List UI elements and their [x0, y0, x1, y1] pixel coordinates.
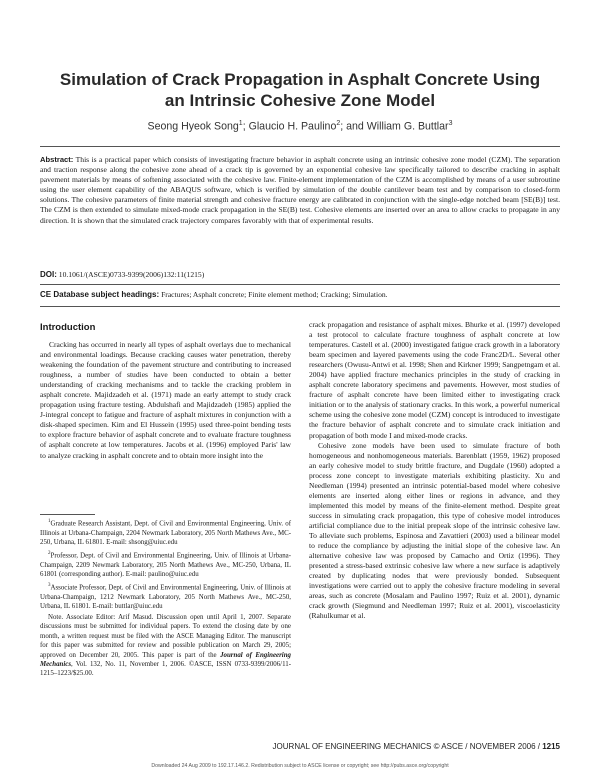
footnote-1: [40, 517, 291, 548]
paper-title: [30, 69, 570, 111]
doi-rule: [40, 284, 560, 285]
author-1: Seong Hyeok Song: [147, 120, 239, 133]
footnote-1-marker: 1: [48, 519, 51, 524]
ce-headings-value: Fractures; Asphalt concrete; Finite element method; Cracking; Simulation.: [161, 290, 388, 299]
editor-note-text: Note. Associate Editor: Arif Masud. Discussion open until April 1, 2007. Separate discussions must be submitted for individual papers. To extend the closing date by one month, a written request must be filed with the ASCE Managing Editor. The manuscript for this paper was submitted for review and possible publication on March 29, 2005; approved on December 20, 2005. This paper is part of the: [40, 614, 291, 659]
footnote-3-marker: 3: [48, 583, 51, 589]
abstract-label: Abstract:: [40, 155, 74, 164]
footnote-2-text: Professor, Dept. of Civil and Environmental Engineering, Univ. of Illinois at Urbana-Champaign, 2209 Newmark Laboratory, 205 North Mathews Ave., MC-250, Urbana, IL 61801 (corresponding author). E-mail: paulino@uiuc.edu: [40, 552, 291, 579]
author-2-sup: 2: [336, 120, 341, 127]
page-number: 1215: [542, 742, 560, 751]
footnote-3: [40, 581, 291, 612]
footnotes: [40, 517, 291, 680]
abstract: [40, 155, 560, 226]
doi: [40, 270, 560, 280]
doi-value: 10.1061/(ASCE)0733-9399(2006)132:11(1215): [58, 270, 205, 279]
authors: [30, 120, 570, 133]
footnote-2-marker: 2: [48, 551, 51, 557]
editor-note-journal: Journal of Engineering Mechanics: [40, 651, 291, 669]
abstract-top-rule: [40, 146, 560, 147]
author-2: ; Glaucio H. Paulino: [242, 120, 337, 133]
title-line-1: Simulation of Crack Propagation in Asphalt Concrete Using: [59, 70, 541, 89]
section-heading-introduction: Introduction: [40, 322, 96, 333]
intro-paragraph-1-cont: crack propagation and resistance of asphalt mixes. Bhurke et al. (1997) developed a test protocol to calculate fracture toughness of asphalt concrete at low temperatures. Castell et al. (2000) investigated fatigue crack growth in a laboratory beam specimen and layered pavements using the code Franc2D/L. Several other researchers (Owusu-Antwi et al. 1998; Shen and Kirkner 1999; Sangpetngam et al. 2004) have applied fracture mechanics principles in the study of cracking in asphalt concrete laboratory specimens and pavements. However, most studies of fracture of asphalt concrete have been limited either to investigating crack initiation or to the analysis of stationary cracks. In this work, a powerful numerical scheme using the cohesive zone model (CZM) concept is introduced to investigate the fracture behavior of asphalt concrete and to simulate crack initiation and propagation of both mode I and mixed-mode cracks.: [309, 320, 560, 440]
editor-note: [40, 613, 291, 679]
editor-note-issn: , Vol. 132, No. 11, November 1, 2006. ©ASCE, ISSN 0733-9399/2006/11-1215–1223/$25.00.: [40, 661, 291, 678]
abstract-text: This is a practical paper which consists of investigating fracture behavior in asphalt concrete using an intrinsic cohesive zone model (CZM). The separation and traction response along the cohesive zone ahead of a crack tip is governed by an exponential cohesive law specifically tailored to describe cracking in asphalt pavement materials by means of softening associated with the cohesive law. Finite-element implementation of the CZM is accomplished by means of a user subroutine using the user element capability of the ABAQUS software, which is verified by simulation of the double cantilever beam test and by comparison to closed-form solutions. The cohesive parameters of finite material strength and cohesive fracture energy are calibrated in conjunction with the single-edge notched beam [SE(B)] test. The CZM is then extended to simulate mixed-mode crack propagation in the SE(B) test. Cohesive elements are inserted over an area to allow cracks to propagate in any direction. It is shown that the simulated crack trajectory compares favorably with that of experimental results.: [40, 155, 560, 225]
download-notice: Downloaded 24 Aug 2009 to 192.17.146.2. Redistribution subject to ASCE license or copyright; see http://pubs.asce.org/copyright: [151, 763, 449, 769]
author-3-sup: 3: [448, 120, 453, 127]
right-column: [309, 320, 560, 621]
footnote-2: [40, 549, 291, 580]
left-column: [40, 340, 291, 461]
footnote-1-text: Graduate Research Assistant, Dept. of Civil and Environmental Engineering, Univ. of Illinois at Urbana-Champaign, 2204 Newmark Laboratory, 205 North Mathews Ave., MC-250, Urbana, IL 61801. E-mail: shsong@uiuc.edu: [40, 520, 291, 547]
author-3: ; and William G. Buttlar: [340, 120, 449, 133]
intro-paragraph-2: Cohesive zone models have been used to simulate fracture of both homogeneous and nonhomogeneous materials. Barenblatt (1959, 1962) proposed an early cohesive model to study brittle fracture, and Dugdale (1960) adopted a process zone concept to investigate materials exhibiting plasticity. Xu and Needleman (1994) presented an intrinsic potential-based model where cohesive elements are inserted along either lines or regions in advance, and they implemented this model by means of the finite-element method. Despite great success in simulating crack propagation, this type of cohesive model introduces artificial compliance due to the initial prepeak slope of the intrinsic cohesive law. To alleviate such problems, Espinosa and Zavattieri (2003) used a bilinear model to reduce the compliance by adjusting the initial slope of the cohesive law. An alternative cohesive law was proposed by Camacho and Ortiz (1996). They presented a stress-based extrinsic cohesive law where a new surface is adaptively created by duplicating nodes that were previously bonded. Subsequent investigations were carried out to apply the cohesive fracture modeling in several areas, such as concrete (Mosalam and Paulino 1997; Ruiz et al. 2001), dynamic crack growth (Siegmund and Needleman 1997; Ruiz et al. 2001), viscoelasticity (Rahulkumar et al.: [309, 440, 560, 621]
intro-paragraph-1: Cracking has occurred in nearly all types of asphalt overlays due to mechanical and environmental loadings. Because cracking causes water penetration, thereby weakening the foundation of the pavement structure and contributing to increased roughness, a number of studies have been conducted to obtain a better understanding of cracking mechanisms and to tackle the cracking problem in asphalt concrete. Majidzadeh et al. (1971) made an early attempt to study crack propagation using fracture testing. Abdulshafi and Majidzadeh (1985) applied the J-integral concept to fatigue and fracture of asphalt mixtures in conjunction with a disk-shaped specimen. Kim and El Hussein (1995) used three-point bending tests to explore fracture behavior of asphalt concrete and to evaluate fracture toughness of asphalt concrete at low temperatures. Jacobs et al. (1996) employed Paris' law to analyze cracking in asphalt concrete and to obtain more insight into the: [40, 340, 291, 460]
ce-headings-label: CE Database subject headings:: [40, 290, 160, 299]
journal-footer: [273, 742, 560, 751]
doi-label: DOI:: [40, 270, 57, 279]
journal-footer-text: JOURNAL OF ENGINEERING MECHANICS © ASCE / NOVEMBER 2006 /: [272, 742, 543, 751]
author-1-sup: 1: [238, 120, 243, 127]
title-line-2: an Intrinsic Cohesive Zone Model: [164, 91, 436, 110]
headings-bottom-rule: [40, 306, 560, 307]
footnote-rule: [40, 514, 95, 515]
ce-subject-headings: [40, 290, 560, 300]
footnote-3-text: Associate Professor, Dept. of Civil and Environmental Engineering, Univ. of Illinois at Urbana-Champaign, 1212 Newmark Laboratory, 205 North Mathews Ave., MC-250, Urbana, IL 61801. E-mail: buttlar@uiuc.edu: [40, 584, 291, 611]
